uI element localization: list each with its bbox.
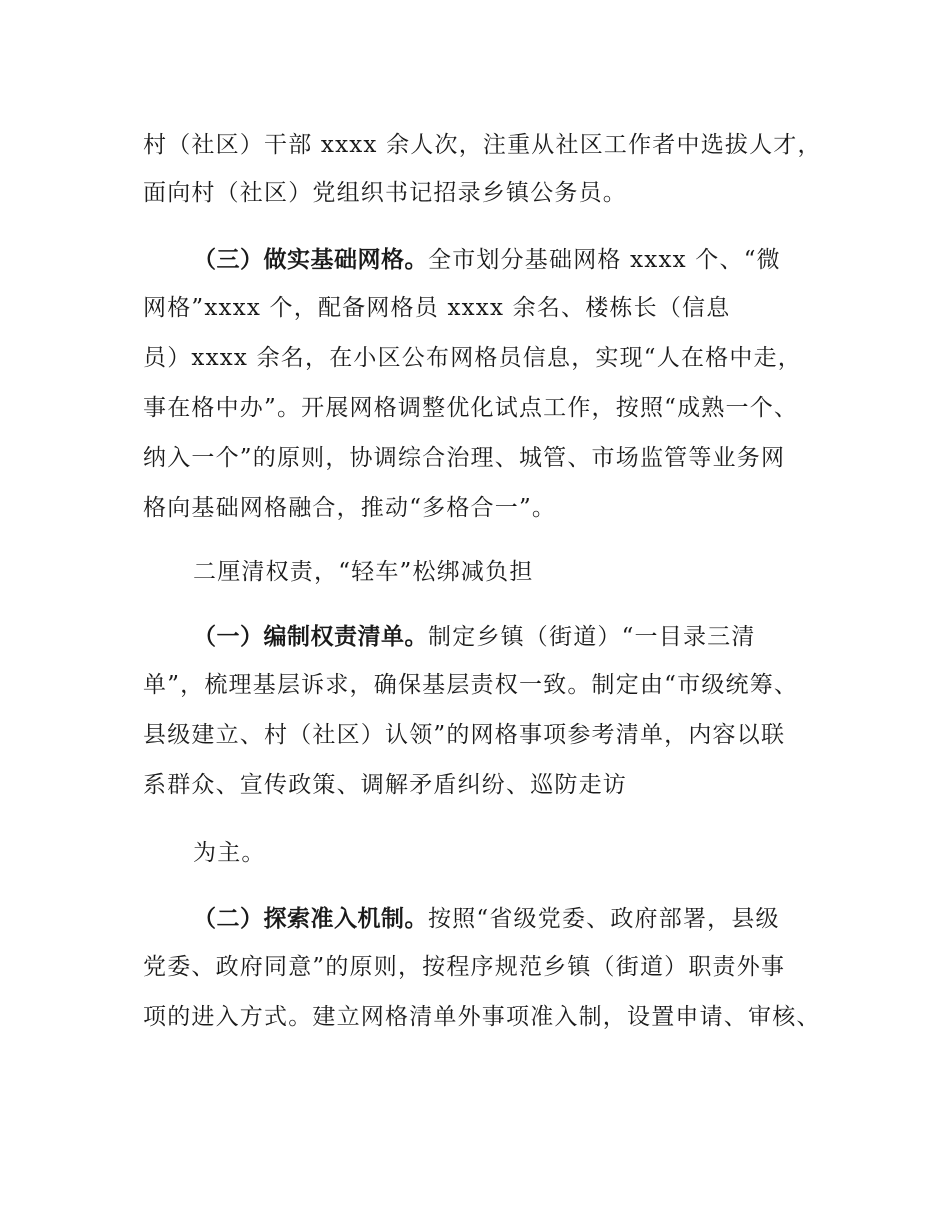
- paragraph-line: 纳入一个”的原则，协调综合治理、城管、市场监管等业务网: [143, 445, 786, 471]
- paragraph-line: 村（社区）干部 xxxx 余人次，注重从社区工作者中选拔人才，: [143, 132, 822, 158]
- paragraph-first-line: [193, 245, 781, 275]
- paragraph-line: 面向村（社区）党组织书记招录乡镇公务员。: [143, 180, 627, 206]
- paragraph-text: 按照“省级党委、政府部署，县级: [428, 906, 780, 932]
- paragraph-first-line: [193, 904, 780, 934]
- paragraph-first-line: [193, 622, 756, 652]
- paragraph-heading: （三）做实基础网格。: [193, 247, 428, 273]
- paragraph-line: 为主。: [193, 840, 266, 866]
- paragraph-line: 系群众、宣传政策、调解矛盾纠纷、巡防走访: [143, 772, 627, 798]
- paragraph-text: 全市划分基础网格 xxxx 个、“微: [428, 247, 781, 273]
- paragraph-line: 事在格中办”。开展网格调整优化试点工作，按照“成熟一个、: [143, 395, 799, 421]
- paragraph-line: 员）xxxx 余名，在小区公布网格员信息，实现“人在格中走，: [143, 345, 802, 371]
- paragraph-line: 网格”xxxx 个，配备网格员 xxxx 余名、楼栋长（信息: [143, 295, 731, 321]
- paragraph-line: 县级建立、村（社区）认领”的网格事项参考清单，内容以联: [143, 722, 786, 748]
- paragraph-line: 格向基础网格融合，推动“多格合一”。: [143, 495, 557, 521]
- paragraph-line: 党委、政府同意”的原则，按程序规范乡镇（街道）职责外事: [143, 954, 786, 980]
- section-title: 二厘清权责，“轻车”松绑减负担: [193, 559, 534, 585]
- paragraph-text: 制定乡镇（街道）“一目录三清: [428, 624, 756, 650]
- paragraph-heading: （二）探索准入机制。: [193, 906, 428, 932]
- paragraph-heading: （一）编制权责清单。: [193, 624, 428, 650]
- paragraph-line: 单”，梳理基层诉求，确保基层责权一致。制定由“市级统筹、: [143, 672, 799, 698]
- paragraph-line: 项的进入方式。建立网格清单外事项准入制，设置申请、审核、: [143, 1004, 821, 1030]
